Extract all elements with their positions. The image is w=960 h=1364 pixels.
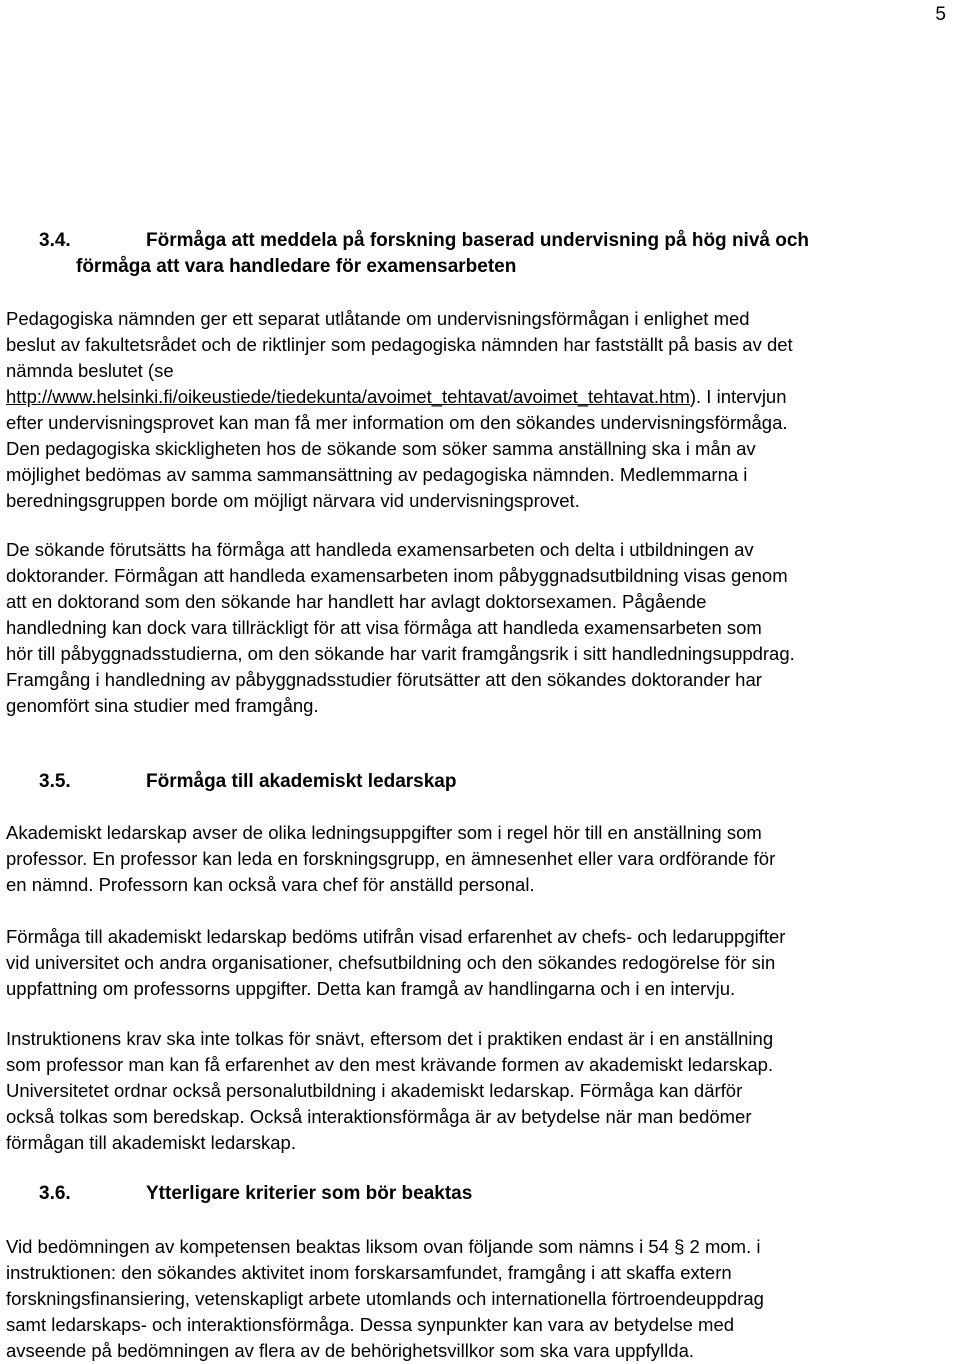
- text-line: Instruktionens krav ska inte tolkas för snävt, eftersom det i praktiken endast är i en anställning: [6, 1028, 774, 1049]
- text-line: möjlighet bedömas av samma sammansättning av pedagogiska nämnden. Medlemmarna i: [6, 464, 748, 485]
- text-line: beredningsgruppen borde om möjligt närvara vid undervisningsprovet.: [6, 490, 580, 511]
- section-title: Ytterligare kriterier som bör beaktas: [146, 1183, 473, 1204]
- text-line: hör till påbyggnadsstudierna, om den sökande har varit framgångsrik i sitt handledningsuppdrag.: [6, 643, 795, 664]
- section-number: 3.4.: [39, 230, 71, 251]
- text-line: instruktionen: den sökandes aktivitet inom forskarsamfundet, framgång i att skaffa extern: [6, 1262, 732, 1283]
- text-line: avseende på bedömningen av flera av de behörighetsvillkor som ska vara uppfyllda.: [6, 1340, 694, 1361]
- text-line: en nämnd. Professorn kan också vara chef för anställd personal.: [6, 874, 535, 895]
- text-line: efter undervisningsprovet kan man få mer information om den sökandes undervisningsförmåga.: [6, 412, 788, 433]
- text-line: som professor man kan få erfarenhet av den mest krävande formen av akademiskt ledarskap.: [6, 1054, 774, 1075]
- section-number: 3.6.: [39, 1183, 71, 1204]
- text-line: Den pedagogiska skickligheten hos de sökande som söker samma anställning ska i mån av: [6, 438, 756, 459]
- text-line: handledning kan dock vara tillräckligt för att visa förmåga att handleda examensarbeten som: [6, 617, 762, 638]
- paragraph-leadership-assessment: [6, 924, 950, 1002]
- text-line: vid universitet och andra organisationer, chefsutbildning och den sökandes redogörelse för sin: [6, 952, 776, 973]
- section-3-6-heading: [39, 1181, 472, 1207]
- text-line: förmågan till akademiskt ledarskap.: [6, 1132, 296, 1153]
- text-line: forskningsfinansiering, vetenskapligt arbete utomlands och internationella förtroendeuppdrag: [6, 1288, 764, 1309]
- text-line: professor. En professor kan leda en forskningsgrupp, en ämnesenhet eller vara ordförande för: [6, 848, 776, 869]
- section-number: 3.5.: [39, 771, 71, 792]
- text-line: samt ledarskaps- och interaktionsförmåga. Dessa synpunkter kan vara av betydelse med: [6, 1314, 735, 1335]
- text-line: [6, 384, 950, 410]
- section-title-line-1: Förmåga att meddela på forskning baserad undervisning på hög nivå och: [146, 230, 810, 251]
- section-title: [39, 228, 944, 280]
- text-line: Pedagogiska nämnden ger ett separat utlåtande om undervisningsförmågan i enlighet med: [6, 308, 750, 329]
- text-line: också tolkas som beredskap. Också interaktionsförmåga är av betydelse när man bedömer: [6, 1106, 752, 1127]
- paragraph-supervision: [6, 537, 950, 719]
- text-line: uppfattning om professorns uppgifter. Detta kan framgå av handlingarna och i en intervju.: [6, 978, 736, 999]
- text-line: Förmåga till akademiskt ledarskap bedöms utifrån visad erfarenhet av chefs- och ledaruppgifter: [6, 926, 786, 947]
- section-3-4-heading: [39, 228, 944, 280]
- text-fragment: ). I intervjun: [689, 386, 787, 407]
- text-line: att en doktorand som den sökande har handlett har avlagt doktorsexamen. Pågående: [6, 591, 707, 612]
- section-title: Förmåga till akademiskt ledarskap: [146, 771, 457, 792]
- page-number: 5: [935, 4, 946, 25]
- text-line: doktorander. Förmågan att handleda examensarbeten inom påbyggnadsutbildning visas genom: [6, 565, 788, 586]
- paragraph-leadership-definition: [6, 820, 950, 898]
- text-line: genomfört sina studier med framgång.: [6, 695, 319, 716]
- section-3-5-heading: [39, 769, 456, 795]
- text-line: nämnda beslutet (se: [6, 360, 174, 381]
- section-title-line-2: förmåga att vara handledare för examensarbeten: [76, 256, 517, 277]
- text-line: De sökande förutsätts ha förmåga att handleda examensarbeten och delta i utbildningen av: [6, 539, 754, 560]
- text-line: beslut av fakultetsrådet och de riktlinjer som pedagogiska nämnden har fastställt på basis av det: [6, 334, 793, 355]
- text-line: Universitetet ordnar också personalutbildning i akademiskt ledarskap. Förmåga kan därför: [6, 1080, 743, 1101]
- paragraph-leadership-interpretation: [6, 1026, 950, 1156]
- text-line: Akademiskt ledarskap avser de olika ledningsuppgifter som i regel hör till en anställning som: [6, 822, 762, 843]
- text-line: Vid bedömningen av kompetensen beaktas liksom ovan följande som nämns i 54 § 2 mom. i: [6, 1236, 761, 1257]
- paragraph-additional-criteria: [6, 1234, 950, 1364]
- text-line: Framgång i handledning av påbyggnadsstudier förutsätter att den sökandes doktorander har: [6, 669, 762, 690]
- faculty-link[interactable]: http://www.helsinki.fi/oikeustiede/tiedekunta/avoimet_tehtavat/avoimet_tehtavat.htm: [6, 386, 690, 407]
- paragraph-teaching-ability: [6, 306, 950, 514]
